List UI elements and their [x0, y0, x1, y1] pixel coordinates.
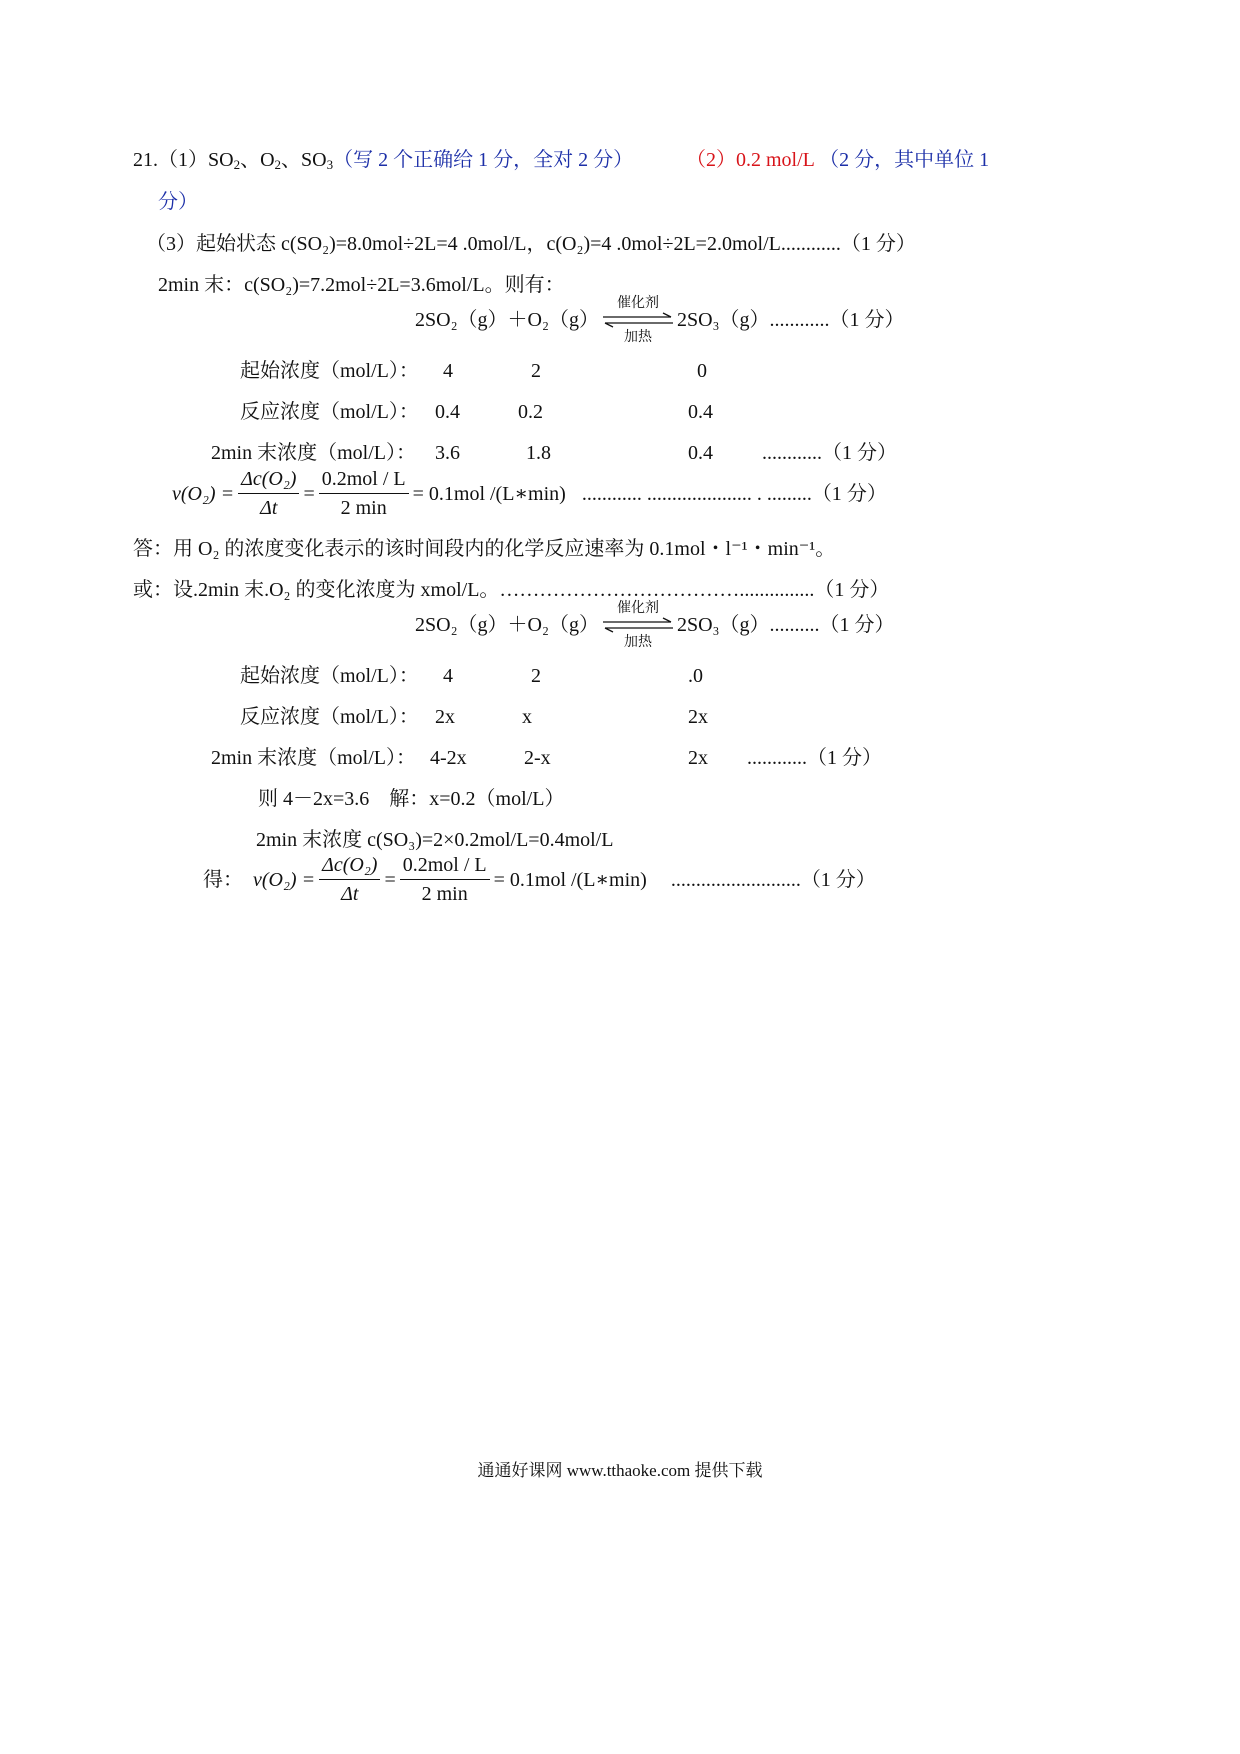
alt-rate-fraction-2: $\frac{\text{0.2mol / L}}{2 \min}$: [400, 851, 490, 908]
part2-note-cont: 分）: [158, 191, 198, 213]
alt-equation-left: 2SO₂（g）＋O₂（g）: [415, 614, 599, 636]
reversible-arrow-icon: [601, 296, 675, 345]
rate-result: = 0.1mol /(L∗min): [412, 482, 566, 505]
alt-arrow-top-label: 催化剂: [616, 601, 659, 616]
q21-line1: [133, 146, 633, 179]
rate-fraction-2: $\frac{\text{0.2mol / L}}{2 \min}$: [319, 465, 409, 522]
row-final-b: 1.8: [526, 442, 551, 464]
arrow-bottom-label: 加热: [623, 330, 652, 345]
row-initial-c: 0: [697, 360, 707, 382]
q21-line1-right: [686, 146, 989, 174]
answer-line: 答：用 O₂ 的浓度变化表示的该时间段内的化学反应速率为 0.1mol・l⁻¹・min⁻¹。: [133, 538, 836, 560]
part3-intro: （3）起始状态 c(SO₂)=8.0mol÷2L=4 .0mol/L，c(O₂)=4 .0mol÷2L=2.0mol/L............（1 分）: [146, 233, 916, 255]
equation-left: 2SO₂（g）＋O₂（g）: [415, 309, 599, 331]
row-initial-a: 4: [443, 360, 453, 382]
row-initial-label: 起始浓度（mol/L）：: [240, 360, 419, 382]
row-reacted-label: 反应浓度（mol/L）：: [240, 401, 419, 423]
alt-solve: 则 4－2x=3.6 解：x=0.2（mol/L）: [258, 788, 565, 810]
alt-rate-fraction-1: $\frac{\text{Δc(O₂)}}{\Delta t}$: [319, 851, 380, 908]
row-final-label: 2min 末浓度（mol/L）：: [211, 442, 416, 464]
row-final-a: 3.6: [435, 442, 460, 464]
alt-reversible-arrow-icon: [601, 601, 675, 650]
alt-row-initial-a: 4: [443, 665, 453, 687]
row-reacted-c: 0.4: [688, 401, 713, 423]
alt-rate-lhs: v(O₂) =: [253, 868, 316, 891]
alt-row-final-b: 2-x: [524, 747, 551, 769]
alt-de: 得：: [203, 868, 243, 891]
alt-row-final-c: 2x: [688, 747, 708, 769]
page-footer-visible: 通通好课网 www.tthaoke.com 提供下载: [477, 1461, 763, 1480]
part3-equation: [415, 296, 905, 345]
question-number: 21.: [133, 149, 158, 171]
alt-row-initial-c: .0: [688, 665, 703, 687]
alt-row-reacted-label: 反应浓度（mol/L）：: [240, 706, 419, 728]
row-reacted-b: 0.2: [518, 401, 543, 423]
rate-formula-2: 得： v(O₂) = $\frac{\text{Δc(O₂)}}{\Delta t}$ = $\frac{\text{0.2mol / L}}{2 \min}$ = 0.1mol /(L∗min) ..........................（1 分）: [203, 851, 876, 908]
alt-row-initial-b: 2: [531, 665, 541, 687]
alt-equation-right: 2SO₃（g）..........（1 分）: [676, 614, 895, 636]
row-final-tail: ............（1 分）: [762, 442, 897, 464]
alt-row-final-a: 4-2x: [430, 747, 467, 769]
alt-row-reacted-b: x: [522, 706, 532, 728]
alt-rate-tail: ..........................（1 分）: [670, 868, 876, 891]
alt-row-final-label: 2min 末浓度（mol/L）：: [211, 747, 416, 769]
alt-equation: [415, 601, 895, 650]
alt-arrow-bottom-label: 加热: [623, 635, 652, 650]
rate-tail: ............ ..................... . .........（1 分）: [581, 482, 887, 505]
part1-note: （写 2 个正确给 1 分，全对 2 分）: [333, 149, 634, 171]
alt-so3: 2min 末浓度 c(SO₃)=2×0.2mol/L=0.4mol/L: [256, 829, 614, 851]
part2-note: （2 分，其中单位 1: [819, 149, 990, 171]
part1-answer: $(1)SO_2$、$O_2$、$SO_3$: [158, 149, 334, 172]
row-reacted-a: 0.4: [435, 401, 460, 423]
alt-row-reacted-c: 2x: [688, 706, 708, 728]
part2-answer: （2）0.2 mol/L: [686, 149, 815, 171]
rate-formula-1: v(O₂) = $\frac{\text{Δc(O₂)}}{\Delta t}$ = $\frac{\text{0.2mol / L}}{2 \min}$ = 0.1mol /(L∗min) ............ ..................... . .........（1 分）: [172, 465, 887, 522]
alt-row-initial-label: 起始浓度（mol/L）：: [240, 665, 419, 687]
rate-lhs: v(O₂) =: [172, 482, 235, 505]
part3-end-state: 2min 末：c(SO₂)=7.2mol÷2L=3.6mol/L。则有：: [158, 274, 565, 296]
arrow-top-label: 催化剂: [616, 296, 659, 311]
equation-right: 2SO₃（g）............（1 分）: [676, 309, 905, 331]
alt-row-final-tail: ............（1 分）: [747, 747, 882, 769]
row-final-c: 0.4: [688, 442, 713, 464]
alt-row-reacted-a: 2x: [435, 706, 455, 728]
alt-rate-result: = 0.1mol /(L∗min): [493, 868, 647, 891]
row-initial-b: 2: [531, 360, 541, 382]
alt-intro: 或：设.2min 末.O₂ 的变化浓度为 xmol/L。………………………………...............（1 分）: [133, 579, 890, 601]
rate-fraction-1: $\frac{\text{Δc(O₂)}}{\Delta t}$: [238, 465, 299, 522]
